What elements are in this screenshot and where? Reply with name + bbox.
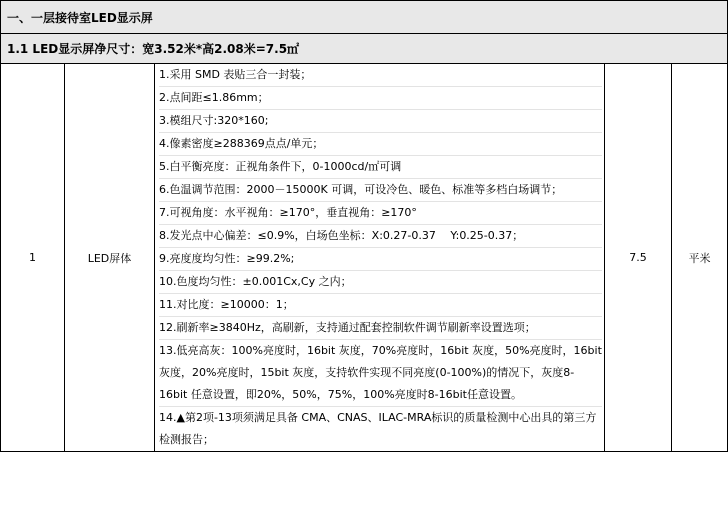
table-row bbox=[1, 64, 728, 452]
spec-line-9: 9.亮度度均匀性：≥99.2%; bbox=[159, 248, 602, 271]
spec-line-6: 6.色温调节范围：2000－15000K 可调，可设冷色、暖色、标准等多档白场调节； bbox=[159, 179, 602, 202]
spec-line-5: 5.白平衡亮度：正视角条件下，0-1000cd/㎡可调 bbox=[159, 156, 602, 179]
spec-line-1: 1.采用 SMD 表贴三合一封装； bbox=[159, 64, 602, 87]
row-unit: 平米 bbox=[672, 64, 728, 452]
spec-cell bbox=[155, 64, 605, 452]
row-item-name: LED屏体 bbox=[65, 64, 155, 452]
subsection-title: 1.1 LED显示屏净尺寸：宽3.52米*高2.08米=7.5㎡ bbox=[1, 34, 728, 64]
spec-line-3: 3.模组尺寸:320*160; bbox=[159, 110, 602, 133]
spec-line-8: 8.发光点中心偏差：≤0.9%，白场色坐标：X:0.27-0.37 Y:0.25-0.37； bbox=[159, 225, 602, 248]
row-quantity: 7.5 bbox=[605, 64, 672, 452]
spec-line-2: 2.点间距≤1.86mm； bbox=[159, 87, 602, 110]
spec-line-12: 12.刷新率≥3840Hz，高刷新，支持通过配套控制软件调节刷新率设置选项； bbox=[159, 317, 602, 340]
spec-line-13: 13.低亮高灰：100%亮度时，16bit 灰度，70%亮度时，16bit 灰度，50%亮度时，16bit 灰度，20%亮度时，15bit 灰度，支持软件实现不同亮度(0-100%)的情况下，灰度8-16bit 任意设置，即20%，50%，75%，100%亮度时8-16bit任意设置。 bbox=[159, 340, 602, 407]
spec-line-14: 14.▲第2项-13项须满足具备 CMA、CNAS、ILAC-MRA标识的质量检测中心出具的第三方检测报告； bbox=[159, 411, 597, 446]
row-index: 1 bbox=[1, 64, 65, 452]
spec-line-11: 11.对比度：≥10000：1； bbox=[159, 294, 602, 317]
spec-line-4: 4.像素密度≥288369点点/单元； bbox=[159, 133, 602, 156]
subsection-header-row bbox=[1, 34, 728, 64]
section-header-row bbox=[1, 1, 728, 34]
spec-line-7: 7.可视角度：水平视角：≥170°，垂直视角：≥170° bbox=[159, 202, 602, 225]
section-title: 一、一层接待室LED显示屏 bbox=[1, 1, 728, 34]
spec-line-10: 10.色度均匀性：±0.001Cx,Cy 之内； bbox=[159, 271, 602, 294]
